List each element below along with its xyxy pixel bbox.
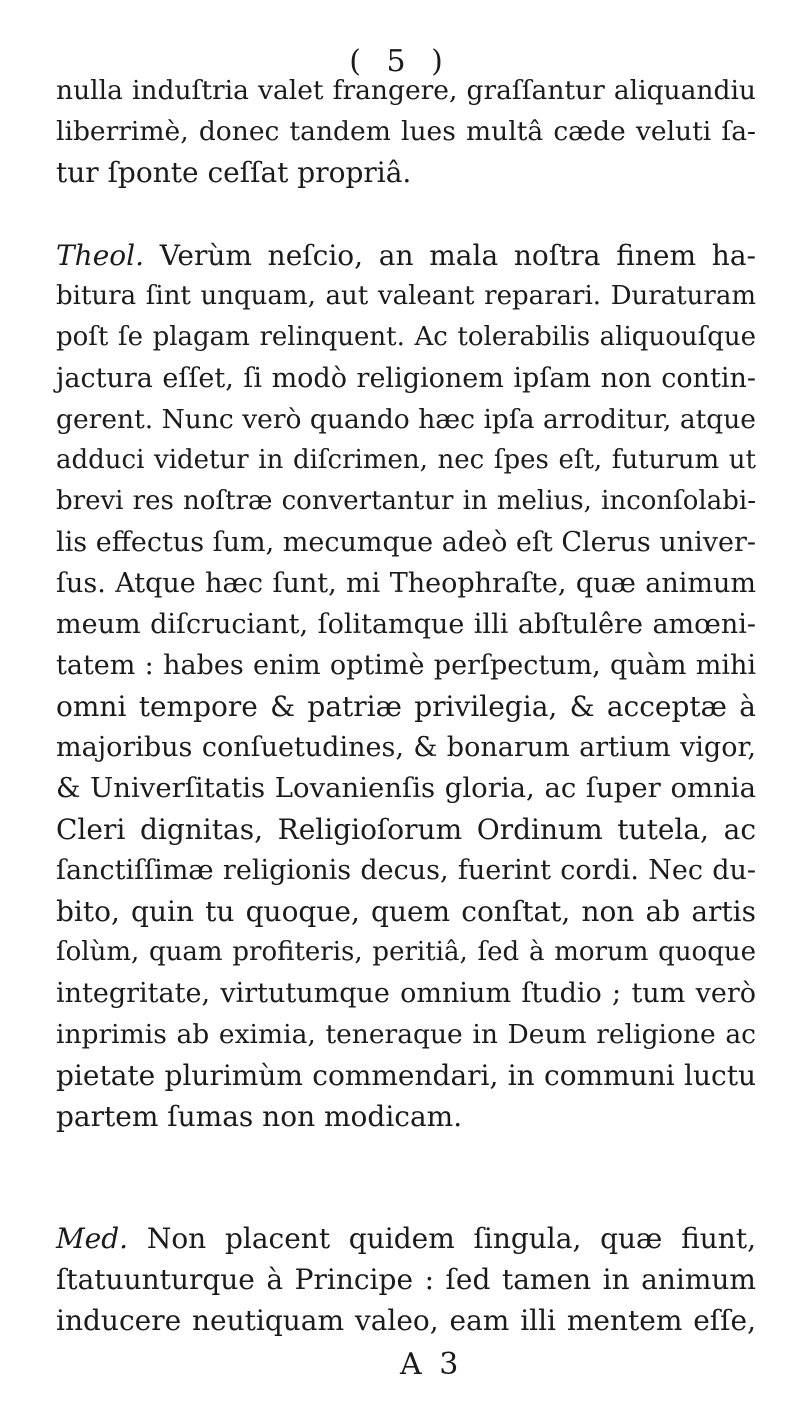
text-line: bito, quin tu quoque, quem conſtat, non ab artis [56,895,756,928]
text-line: adduci videtur in diſcrimen, nec ſpes eſt, futurum ut [56,445,756,475]
text-line: poſt ſe plagam relinquent. Ac tolerabilis aliquouſque [56,322,756,352]
text-line: Cleri dignitas, Religioſorum Ordinum tutela, ac [56,813,756,846]
text-line: ſolùm, quam profiteris, peritiâ, ſed à morum quoque [56,937,756,967]
text-line: bitura ſint unquam, aut valeant reparari. Duraturam [56,281,756,311]
text-line: ſtatuunturque à Principe : ſed tamen in animum [56,1263,756,1296]
text-line: & Univerſitatis Lovanienſis gloria, ac ſuper omnia [56,772,756,804]
text-line: meum diſcruciant, ſolitamque illi abſtulêre amœni- [56,609,756,640]
text-line: gerent. Nunc verò quando hæc ipſa arroditur, atque [56,404,756,435]
text-line: nulla induſtria valet frangere, graſſantur aliquandiu [56,75,756,106]
text-line: integritate, virtutumque omnium ſtudio ; tum verò [56,978,756,1009]
line-text: Non placent quidem ſingula, quæ fiunt, [146,1222,756,1255]
text-line: ſus. Atque hæc ſunt, mi Theophraſte, quæ animum [56,568,756,599]
line-text: Verùm neſcio, an mala noſtra finem ha- [159,239,756,272]
speaker-label: Med. [56,1222,129,1255]
text-line [56,1218,756,1259]
paragraph-1 [56,70,756,193]
text-line: liberrimè, donec tandem lues multâ cæde veluti ſa- [56,116,756,147]
text-line: inducere neutiquam valeo, eam illi mentem eſſe, [56,1304,756,1337]
text-line: inprimis ab eximia, teneraque in Deum religione ac [56,1019,756,1050]
text-line: brevi res noſtræ convertantur in melius, inconſolabi- [56,486,756,516]
paragraph-2 [56,235,756,1137]
speaker-label: Theol. [56,239,144,272]
text-line [56,235,756,276]
text-line: tatem : habes enim optimè perſpectum, quàm mihi [56,650,756,681]
page-number: ( 5 ) [349,44,451,79]
text-line: pietate plurimùm commendari, in communi luctu [56,1059,756,1092]
signature-mark: A 3 [400,1347,463,1382]
text-line: omni tempore & patriæ privilegia, & acceptæ à [56,690,756,723]
text-line: jactura eſſet, ſi modò religionem ipſam non contin- [56,363,756,394]
text-line: partem ſumas non modicam. [56,1100,463,1133]
text-line: tur ſponte ceſſat propriâ. [56,156,412,189]
text-line: majoribus conſuetudines, & bonarum artium vigor, [56,732,756,763]
paragraph-3 [56,1218,756,1341]
text-line: lis effectus ſum, mecumque adeò eſt Clerus univer- [56,527,757,558]
text-line: ſanctiſſimæ religionis decus, fuerint cordi. Nec du- [56,855,756,886]
